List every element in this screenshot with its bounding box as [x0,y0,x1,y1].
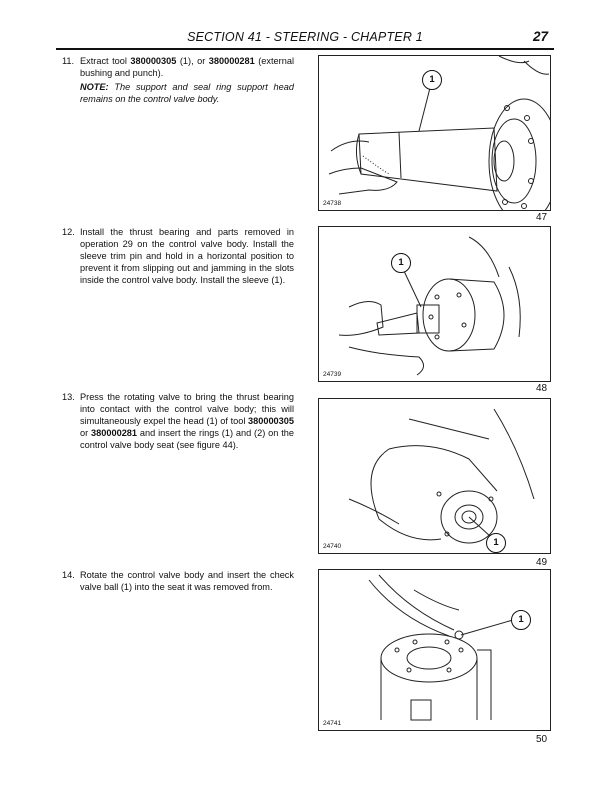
figure-number: 50 [536,734,548,745]
step-14 [62,569,294,593]
callout-1: 1 [486,533,506,553]
step-text: Rotate the control valve body and insert the check valve ball (1) into the seat it was removed from. [80,570,294,592]
check-valve-ball-illustration [319,570,550,730]
step-number: 12. [62,227,75,237]
step-number: 11. [62,56,75,66]
figure-number: 48 [536,383,548,394]
figure-49 [318,398,551,554]
rotating-valve-illustration [319,399,550,553]
figure-code: 24741 [323,720,342,727]
figure-50 [318,569,551,731]
step-text: Press the rotating valve to bring the thrust bearing into contact with the control valve body; this will simultaneously expel the head (1) of tool 380000305 or 380000281 and insert the rings (1) and (2) on the control valve body seat (see figure 44). [80,392,294,450]
figure-code: 24740 [323,543,342,550]
figure-number: 47 [536,212,548,223]
section-title: SECTION 41 - STEERING - CHAPTER 1 [187,30,423,44]
figure-48 [318,226,551,382]
step-text: Install the thrust bearing and parts removed in operation 29 on the control valve body. Install the sleeve trim pin and hold in a horizontal position to prevent it from slipping out and jamming in the slots inside the control valve body. Install the sleeve (1). [80,227,294,285]
callout-1: 1 [391,253,411,273]
step-number: 14. [62,570,75,580]
header-rule [56,48,554,50]
step-text: Extract tool 380000305 (1), or 380000281 (external bushing and punch). [80,56,294,78]
figure-number: 49 [536,557,548,568]
figure-47 [318,55,551,211]
figure-code: 24738 [323,200,342,207]
step-12 [62,226,294,286]
step-note: NOTE: The support and seal ring support head remains on the control valve body. [80,82,294,104]
sleeve-install-illustration [319,227,550,381]
step-13 [62,391,294,451]
page-number: 27 [532,29,548,44]
step-number: 13. [62,392,75,402]
page-header [56,30,554,48]
step-11 [62,55,294,105]
callout-1: 1 [422,70,442,90]
callout-1: 1 [511,610,531,630]
figure-code: 24739 [323,371,342,378]
